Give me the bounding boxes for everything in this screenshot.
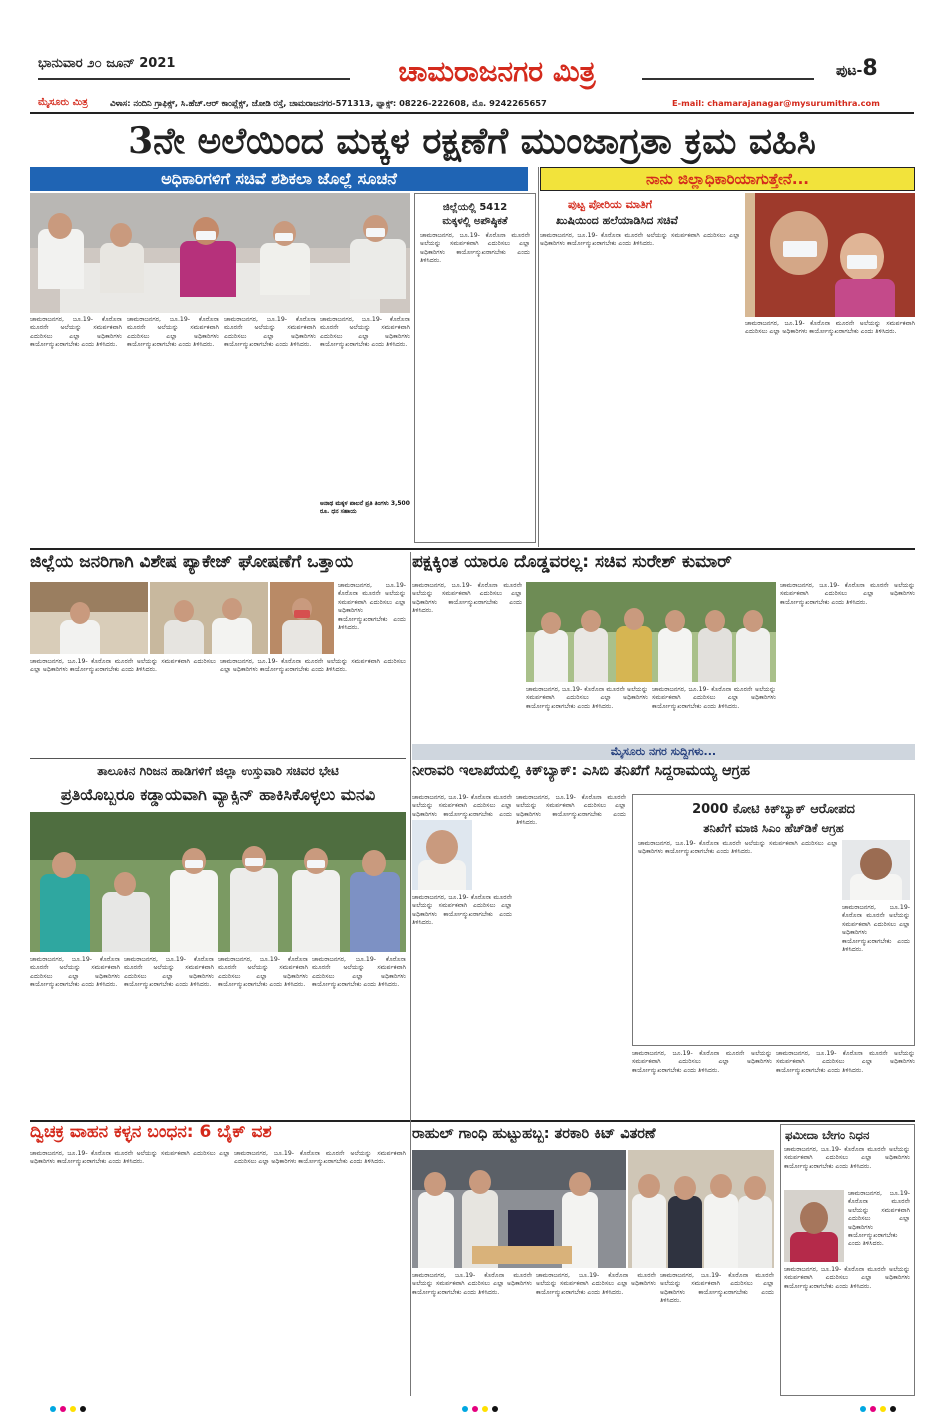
lead-text-col-5: ಚಾಮರಾಜನಗರ, ಜೂ.19- ಕೊರೊನಾ ಮೂರನೇ ಅಲೆಯನ್ನು ಸಮರ್ಪಕವಾಗಿ ಎದುರಿಸಲು ಎಲ್ಲಾ ಅಧಿಕಾರಿಗಳು ಕಾರ್ಯೋನ್ಮುಖರಾಗಬೇಕು ಎಂದು ತಿಳಿಸಿದರು. <box>540 232 740 248</box>
lead-text-col-6: ಚಾಮರಾಜನಗರ, ಜೂ.19- ಕೊರೊನಾ ಮೂರನೇ ಅಲೆಯನ್ನು ಸಮರ್ಪಕವಾಗಿ ಎದುರಿಸಲು ಎಲ್ಲಾ ಅಧಿಕಾರಿಗಳು ಕಾರ್ಯೋನ್ಮುಖರಾಗಬೇಕು ಎಂದು ತಿಳಿಸಿದರು. <box>745 320 915 336</box>
package-photo-3 <box>270 582 334 654</box>
birthday-text-col-1: ಚಾಮರಾಜನಗರ, ಜೂ.19- ಕೊರೊನಾ ಮೂರನೇ ಅಲೆಯನ್ನು ಸಮರ್ಪಕವಾಗಿ ಎದುರಿಸಲು ಎಲ್ಲಾ ಅಧಿಕಾರಿಗಳು ಕಾರ್ಯೋನ್ಮುಖರಾಗಬೇಕು ಎಂದು ತಿಳಿಸಿದರು. <box>412 1272 532 1296</box>
newspaper-title: ಚಾಮರಾಜನಗರ ಮಿತ್ರ <box>398 55 596 88</box>
page-number-label: ಪುಟ-8 <box>836 56 878 81</box>
vaccination-drive-photo <box>30 812 406 952</box>
right-subhead-1: ಪುಟ್ಟ ಪೋರಿಯ ಮಾತಿಗೆ <box>568 198 653 211</box>
special-package-headline: ಜಿಲ್ಲೆಯ ಜನರಿಗಾಗಿ ವಿಶೇಷ ಪ್ಯಾಕೇಜ್ ಘೋಷಣೆಗೆ ಒತ್ತಾಯ <box>30 552 354 572</box>
siddaramaiah-photo <box>412 820 472 890</box>
hdk-headline-1: 2000 ಕೋಟಿ ಕಿಕ್‌ಬ್ಯಾಕ್ ಆರೋಪದ <box>692 801 855 817</box>
lead-text-col-4: ಚಾಮರಾಜನಗರ, ಜೂ.19- ಕೊರೊನಾ ಮೂರನೇ ಅಲೆಯನ್ನು ಸಮರ್ಪಕವಾಗಿ ಎದುರಿಸಲು ಎಲ್ಲಾ ಅಧಿಕಾರಿಗಳು ಕಾರ್ಯೋನ್ಮುಖರಾಗಬೇಕು ಎಂದು ತಿಳಿಸಿದರು. <box>320 316 410 349</box>
suresh-text-col-3: ಚಾಮರಾಜನಗರ, ಜೂ.19- ಕೊರೊನಾ ಮೂರನೇ ಅಲೆಯನ್ನು ಸಮರ್ಪಕವಾಗಿ ಎದುರಿಸಲು ಎಲ್ಲಾ ಅಧಿಕಾರಿಗಳು ಕಾರ್ಯೋನ್ಮುಖರಾಗಬೇಕು ಎಂದು ತಿಳಿಸಿದರು. <box>526 686 648 710</box>
rahul-birthday-headline: ರಾಹುಲ್ ಗಾಂಧಿ ಹುಟ್ಟುಹಬ್ಬ: ತರಕಾರಿ ಕಿಟ್ ವಿತರಣೆ <box>412 1126 656 1142</box>
stat-box-title-2: ಮಕ್ಕಳಲ್ಲಿ ಅಪೌಷ್ಠಿಕತೆ <box>442 215 508 227</box>
hdk-text-col-1: ಚಾಮರಾಜನಗರ, ಜೂ.19- ಕೊರೊನಾ ಮೂರನೇ ಅಲೆಯನ್ನು ಸಮರ್ಪಕವಾಗಿ ಎದುರಿಸಲು ಎಲ್ಲಾ ಅಧಿಕಾರಿಗಳು ಕಾರ್ಯೋನ್ಮುಖರಾಗಬೇಕು ಎಂದು ತಿಳಿಸಿದರು. <box>638 840 838 856</box>
package-text-col-2: ಚಾಮರಾಜನಗರ, ಜೂ.19- ಕೊರೊನಾ ಮೂರನೇ ಅಲೆಯನ್ನು ಸಮರ್ಪಕವಾಗಿ ಎದುರಿಸಲು ಎಲ್ಲಾ ಅಧಿಕಾರಿಗಳು ಕಾರ್ಯೋನ್ಮುಖರಾಗಬೇಕು ಎಂದು ತಿಳಿಸಿದರು. <box>30 658 216 674</box>
stat-box-title-1: ಜಿಲ್ಲೆಯಲ್ಲಿ 5412 <box>442 201 508 213</box>
irrigation-headline: ನೀರಾವರಿ ಇಲಾಖೆಯಲ್ಲಿ ಕಿಕ್‌ಬ್ಯಾಕ್: ಎಸಿಬಿ ತನಿಖೆಗೆ ಸಿದ್ದರಾಮಯ್ಯ ಆಗ್ರಹ <box>412 763 751 779</box>
hdk-text-col-2: ಚಾಮರಾಜನಗರ, ಜೂ.19- ಕೊರೊನಾ ಮೂರನೇ ಅಲೆಯನ್ನು ಸಮರ್ಪಕವಾಗಿ ಎದುರಿಸಲು ಎಲ್ಲಾ ಅಧಿಕಾರಿಗಳು ಕಾರ್ಯೋನ್ಮುಖರಾಗಬೇಕು ಎಂದು ತಿಳಿಸಿದರು. <box>842 904 910 954</box>
irrigation-text-col-4: ಚಾಮರಾಜನಗರ, ಜೂ.19- ಕೊರೊನಾ ಮೂರನೇ ಅಲೆಯನ್ನು ಸಮರ್ಪಕವಾಗಿ ಎದುರಿಸಲು ಎಲ್ಲಾ ಅಧಿಕಾರಿಗಳು ಕಾರ್ಯೋನ್ಮುಖರಾಗಬೇಕು ಎಂದು ತಿಳಿಸಿದರು. <box>632 1050 772 1074</box>
birthday-group-photo <box>628 1150 774 1268</box>
issue-date: ಭಾನುವಾರ ೨೦ ಜೂನ್ 2021 <box>38 56 176 71</box>
irrigation-text-col-5: ಚಾಮರಾಜನಗರ, ಜೂ.19- ಕೊರೊನಾ ಮೂರನೇ ಅಲೆಯನ್ನು ಸಮರ್ಪಕವಾಗಿ ಎದುರಿಸಲು ಎಲ್ಲಾ ಅಧಿಕಾರಿಗಳು ಕಾರ್ಯೋನ್ಮುಖರಾಗಬೇಕು ಎಂದು ತಿಳಿಸಿದರು. <box>776 1050 915 1074</box>
vaccination-text-col-2: ಚಾಮರಾಜನಗರ, ಜೂ.19- ಕೊರೊನಾ ಮೂರನೇ ಅಲೆಯನ್ನು ಸಮರ್ಪಕವಾಗಿ ಎದುರಿಸಲು ಎಲ್ಲಾ ಅಧಿಕಾರಿಗಳು ಕಾರ್ಯೋನ್ಮುಖರಾಗಬೇಕು ಎಂದು ತಿಳಿಸಿದರು. <box>124 956 214 989</box>
obituary-text-col-2: ಚಾಮರಾಜನಗರ, ಜೂ.19- ಕೊರೊನಾ ಮೂರನೇ ಅಲೆಯನ್ನು ಸಮರ್ಪಕವಾಗಿ ಎದುರಿಸಲು ಎಲ್ಲಾ ಅಧಿಕಾರಿಗಳು ಕಾರ್ಯೋನ್ಮುಖರಾಗಬೇಕು ಎಂದು ತಿಳಿಸಿದರು. <box>848 1190 910 1248</box>
bike-text-col-1: ಚಾಮರಾಜನಗರ, ಜೂ.19- ಕೊರೊನಾ ಮೂರನೇ ಅಲೆಯನ್ನು ಸಮರ್ಪಕವಾಗಿ ಎದುರಿಸಲು ಎಲ್ಲಾ ಅಧಿಕಾರಿಗಳು ಕಾರ್ಯೋನ್ಮುಖರಾಗಬೇಕು ಎಂದು ತಿಳಿಸಿದರು. <box>30 1150 230 1166</box>
lead-kicker-right: ನಾನು ಜಿಲ್ಲಾಧಿಕಾರಿಯಾಗುತ್ತೇನೆ... <box>540 167 915 191</box>
malnutrition-stat-box <box>414 193 536 543</box>
stat-box-text: ಚಾಮರಾಜನಗರ, ಜೂ.19- ಕೊರೊನಾ ಮೂರನೇ ಅಲೆಯನ್ನು ಸಮರ್ಪಕವಾಗಿ ಎದುರಿಸಲು ಎಲ್ಲಾ ಅಧಿಕಾರಿಗಳು ಕಾರ್ಯೋನ್ಮುಖರಾಗಬೇಕು ಎಂದು ತಿಳಿಸಿದರು. <box>420 232 530 265</box>
suresh-text-col-4: ಚಾಮರಾಜನಗರ, ಜೂ.19- ಕೊರೊನಾ ಮೂರನೇ ಅಲೆಯನ್ನು ಸಮರ್ಪಕವಾಗಿ ಎದುರಿಸಲು ಎಲ್ಲಾ ಅಧಿಕಾರಿಗಳು ಕಾರ್ಯೋನ್ಮುಖರಾಗಬೇಕು ಎಂದು ತಿಳಿಸಿದರು. <box>652 686 776 710</box>
lead-inline-heading: ಅನಾಥ ಮಕ್ಕಳ ಪಾಲನೆ ಪ್ರತಿ ತಿಂಗಳು 3,500 ರೂ. ಧನ ಸಹಾಯ <box>320 500 410 515</box>
minister-with-child-photo <box>745 193 915 317</box>
obituary-text-col-3: ಚಾಮರಾಜನಗರ, ಜೂ.19- ಕೊರೊನಾ ಮೂರನೇ ಅಲೆಯನ್ನು ಸಮರ್ಪಕವಾಗಿ ಎದುರಿಸಲು ಎಲ್ಲಾ ಅಧಿಕಾರಿಗಳು ಕಾರ್ಯೋನ್ಮುಖರಾಗಬೇಕು ಎಂದು ತಿಳಿಸಿದರು. <box>784 1266 910 1290</box>
vaccination-text-col-3: ಚಾಮರಾಜನಗರ, ಜೂ.19- ಕೊರೊನಾ ಮೂರನೇ ಅಲೆಯನ್ನು ಸಮರ್ಪಕವಾಗಿ ಎದುರಿಸಲು ಎಲ್ಲಾ ಅಧಿಕಾರಿಗಳು ಕಾರ್ಯೋನ್ಮುಖರಾಗಬೇಕು ಎಂದು ತಿಳಿಸಿದರು. <box>218 956 308 989</box>
lead-text-col-3: ಚಾಮರಾಜನಗರ, ಜೂ.19- ಕೊರೊನಾ ಮೂರನೇ ಅಲೆಯನ್ನು ಸಮರ್ಪಕವಾಗಿ ಎದುರಿಸಲು ಎಲ್ಲಾ ಅಧಿಕಾರಿಗಳು ಕಾರ್ಯೋನ್ಮುಖರಾಗಬೇಕು ಎಂದು ತಿಳಿಸಿದರು. <box>224 316 316 349</box>
package-photo-2 <box>150 582 268 654</box>
lead-kicker-left: ಅಧಿಕಾರಿಗಳಿಗೆ ಸಚಿವೆ ಶಶಿಕಲಾ ಜೊಲ್ಲೆ ಸೂಚನೆ <box>30 167 528 191</box>
address-line: ವಿಳಾಸ: ನಂದಿನಿ ಗ್ರಾಫಿಕ್ಸ್, ಸಿ.ಹೆಚ್.ಆರ್ ಕಾಂಪ್ಲೆಕ್ಸ್, ಜೋಡಿ ರಸ್ತೆ, ಚಾಮರಾಜನಗರ-571313, ಫ್ಯಾಕ್ಸ್: 08226-222608, ಮೊ. 9242265657 <box>110 98 547 108</box>
obituary-text-col-1: ಚಾಮರಾಜನಗರ, ಜೂ.19- ಕೊರೊನಾ ಮೂರನೇ ಅಲೆಯನ್ನು ಸಮರ್ಪಕವಾಗಿ ಎದುರಿಸಲು ಎಲ್ಲಾ ಅಧಿಕಾರಿಗಳು ಕಾರ್ಯೋನ್ಮುಖರಾಗಬೇಕು ಎಂದು ತಿಳಿಸಿದರು. <box>784 1146 910 1170</box>
brand-small: ಮೈಸೂರು ಮಿತ್ರ <box>38 97 88 108</box>
irrigation-text-col-3: ಚಾಮರಾಜನಗರ, ಜೂ.19- ಕೊರೊನಾ ಮೂರನೇ ಅಲೆಯನ್ನು ಸಮರ್ಪಕವಾಗಿ ಎದುರಿಸಲು ಎಲ್ಲಾ ಅಧಿಕಾರಿಗಳು ಕಾರ್ಯೋನ್ಮುಖರಾಗಬೇಕು ಎಂದು ತಿಳಿಸಿದರು. <box>516 794 626 827</box>
bike-text-col-2: ಚಾಮರಾಜನಗರ, ಜೂ.19- ಕೊರೊನಾ ಮೂರನೇ ಅಲೆಯನ್ನು ಸಮರ್ಪಕವಾಗಿ ಎದುರಿಸಲು ಎಲ್ಲಾ ಅಧಿಕಾರಿಗಳು ಕಾರ್ಯೋನ್ಮುಖರಾಗಬೇಕು ಎಂದು ತಿಳಿಸಿದರು. <box>234 1150 406 1166</box>
contact-email: E-mail: chamarajanagar@mysurumithra.com <box>672 98 880 108</box>
birthday-text-col-2: ಚಾಮರಾಜನಗರ, ಜೂ.19- ಕೊರೊನಾ ಮೂರನೇ ಅಲೆಯನ್ನು ಸಮರ್ಪಕವಾಗಿ ಎದುರಿಸಲು ಎಲ್ಲಾ ಅಧಿಕಾರಿಗಳು ಕಾರ್ಯೋನ್ಮುಖರಾಗಬೇಕು ಎಂದು ತಿಳಿಸಿದರು. <box>536 1272 656 1296</box>
obituary-portrait <box>784 1190 844 1262</box>
lead-text-col-1: ಚಾಮರಾಜನಗರ, ಜೂ.19- ಕೊರೊನಾ ಮೂರನೇ ಅಲೆಯನ್ನು ಸಮರ್ಪಕವಾಗಿ ಎದುರಿಸಲು ಎಲ್ಲಾ ಅಧಿಕಾರಿಗಳು ಕಾರ್ಯೋನ್ಮುಖರಾಗಬೇಕು ಎಂದು ತಿಳಿಸಿದರು. <box>30 316 122 349</box>
vaccination-text-col-4: ಚಾಮರಾಜನಗರ, ಜೂ.19- ಕೊರೊನಾ ಮೂರನೇ ಅಲೆಯನ್ನು ಸಮರ್ಪಕವಾಗಿ ಎದುರಿಸಲು ಎಲ್ಲಾ ಅಧಿಕಾರಿಗಳು ಕಾರ್ಯೋನ್ಮುಖರಾಗಬೇಕು ಎಂದು ತಿಳಿಸಿದರು. <box>312 956 406 989</box>
obituary-headline: ಫಮೀದಾ ಬೇಗಂ ನಿಧನ <box>785 1128 870 1142</box>
masthead <box>0 0 945 112</box>
bike-thief-headline: ದ್ವಿಚಕ್ರ ವಾಹನ ಕಳ್ಳನ ಬಂಧನ: 6 ಬೈಕ್ ವಶ <box>30 1122 272 1142</box>
suresh-kumar-headline: ಪಕ್ಷಕ್ಕಿಂತ ಯಾರೂ ದೊಡ್ಡವರಲ್ಲ: ಸಚಿವ ಸುರೇಶ್ ಕುಮಾರ್ <box>412 552 732 572</box>
vaccination-headline: ಪ್ರತಿಯೊಬ್ಬರೂ ಕಡ್ಡಾಯವಾಗಿ ವ್ಯಾಕ್ಸಿನ್ ಹಾಕಿಸಿಕೊಳ್ಳಲು ಮನವಿ <box>60 785 376 804</box>
suresh-text-col-1: ಚಾಮರಾಜನಗರ, ಜೂ.19- ಕೊರೊನಾ ಮೂರನೇ ಅಲೆಯನ್ನು ಸಮರ್ಪಕವಾಗಿ ಎದುರಿಸಲು ಎಲ್ಲಾ ಅಧಿಕಾರಿಗಳು ಕಾರ್ಯೋನ್ಮುಖರಾಗಬೇಕು ಎಂದು ತಿಳಿಸಿದರು. <box>412 582 522 615</box>
package-text-col-3: ಚಾಮರಾಜನಗರ, ಜೂ.19- ಕೊರೊನಾ ಮೂರನೇ ಅಲೆಯನ್ನು ಸಮರ್ಪಕವಾಗಿ ಎದುರಿಸಲು ಎಲ್ಲಾ ಅಧಿಕಾರಿಗಳು ಕಾರ್ಯೋನ್ಮುಖರಾಗಬೇಕು ಎಂದು ತಿಳಿಸಿದರು. <box>220 658 406 674</box>
lead-headline: 3ನೇ ಅಲೆಯಿಂದ ಮಕ್ಕಳ ರಕ್ಷಣೆಗೆ ಮುಂಜಾಗ್ರತಾ ಕ್ರಮ ವಹಿಸಿ <box>128 119 816 162</box>
package-photo-1 <box>30 582 148 654</box>
hdk-photo <box>842 840 910 900</box>
suresh-text-col-2: ಚಾಮರಾಜನಗರ, ಜೂ.19- ಕೊರೊನಾ ಮೂರನೇ ಅಲೆಯನ್ನು ಸಮರ್ಪಕವಾಗಿ ಎದುರಿಸಲು ಎಲ್ಲಾ ಅಧಿಕಾರಿಗಳು ಕಾರ್ಯೋನ್ಮುಖರಾಗಬೇಕು ಎಂದು ತಿಳಿಸಿದರು. <box>780 582 915 606</box>
meeting-photo <box>30 193 410 313</box>
vaccination-text-col-1: ಚಾಮರಾಜನಗರ, ಜೂ.19- ಕೊರೊನಾ ಮೂರನೇ ಅಲೆಯನ್ನು ಸಮರ್ಪಕವಾಗಿ ಎದುರಿಸಲು ಎಲ್ಲಾ ಅಧಿಕಾರಿಗಳು ಕಾರ್ಯೋನ್ಮುಖರಾಗಬೇಕು ಎಂದು ತಿಳಿಸಿದರು. <box>30 956 120 989</box>
tribal-visit-kicker: ತಾಲೂಕಿನ ಗಿರಿಜನ ಹಾಡಿಗಳಿಗೆ ಜಿಲ್ಲಾ ಉಸ್ತುವಾರಿ ಸಚಿವರ ಭೇಟಿ <box>97 763 339 778</box>
hdk-headline-2: ತನಿಖೆಗೆ ಮಾಜಿ ಸಿಎಂ ಹೆಚ್‌ಡಿಕೆ ಆಗ್ರಹ <box>703 820 844 835</box>
print-registration-marks <box>30 1404 915 1414</box>
lead-text-col-2: ಚಾಮರಾಜನಗರ, ಜೂ.19- ಕೊರೊನಾ ಮೂರನೇ ಅಲೆಯನ್ನು ಸಮರ್ಪಕವಾಗಿ ಎದುರಿಸಲು ಎಲ್ಲಾ ಅಧಿಕಾರಿಗಳು ಕಾರ್ಯೋನ್ಮುಖರಾಗಬೇಕು ಎಂದು ತಿಳಿಸಿದರು. <box>127 316 219 349</box>
right-subhead-2: ಖುಷಿಯಿಂದ ಹಲೆಯಾಡಿಸಿದ ಸಚಿವೆ <box>556 214 678 227</box>
irrigation-text-col-2: ಚಾಮರಾಜನಗರ, ಜೂ.19- ಕೊರೊನಾ ಮೂರನೇ ಅಲೆಯನ್ನು ಸಮರ್ಪಕವಾಗಿ ಎದುರಿಸಲು ಎಲ್ಲಾ ಅಧಿಕಾರಿಗಳು ಕಾರ್ಯೋನ್ಮುಖರಾಗಬೇಕು ಎಂದು ತಿಳಿಸಿದರು. <box>412 894 512 927</box>
irrigation-text-col-1: ಚಾಮರಾಜನಗರ, ಜೂ.19- ಕೊರೊನಾ ಮೂರನೇ ಅಲೆಯನ್ನು ಸಮರ್ಪಕವಾಗಿ ಎದುರಿಸಲು ಎಲ್ಲಾ ಅಧಿಕಾರಿಗಳು ಕಾರ್ಯೋನ್ಮುಖರಾಗಬೇಕು ಎಂದು <box>412 794 512 818</box>
birthday-celebration-photo <box>412 1150 626 1268</box>
birthday-text-col-3: ಚಾಮರಾಜನಗರ, ಜೂ.19- ಕೊರೊನಾ ಮೂರನೇ ಅಲೆಯನ್ನು ಸಮರ್ಪಕವಾಗಿ ಎದುರಿಸಲು ಎಲ್ಲಾ ಅಧಿಕಾರಿಗಳು ಕಾರ್ಯೋನ್ಮುಖರಾಗಬೇಕು ಎಂದು ತಿಳಿಸಿದರು. <box>660 1272 774 1305</box>
mysuru-news-band: ಮೈಸೂರು ನಗರ ಸುದ್ದಿಗಳು... <box>412 744 915 760</box>
suresh-kumar-photo <box>526 582 776 682</box>
package-text-col-1: ಚಾಮರಾಜನಗರ, ಜೂ.19- ಕೊರೊನಾ ಮೂರನೇ ಅಲೆಯನ್ನು ಸಮರ್ಪಕವಾಗಿ ಎದುರಿಸಲು ಎಲ್ಲಾ ಅಧಿಕಾರಿಗಳು ಕಾರ್ಯೋನ್ಮುಖರಾಗಬೇಕು ಎಂದು ತಿಳಿಸಿದರು. <box>338 582 406 632</box>
